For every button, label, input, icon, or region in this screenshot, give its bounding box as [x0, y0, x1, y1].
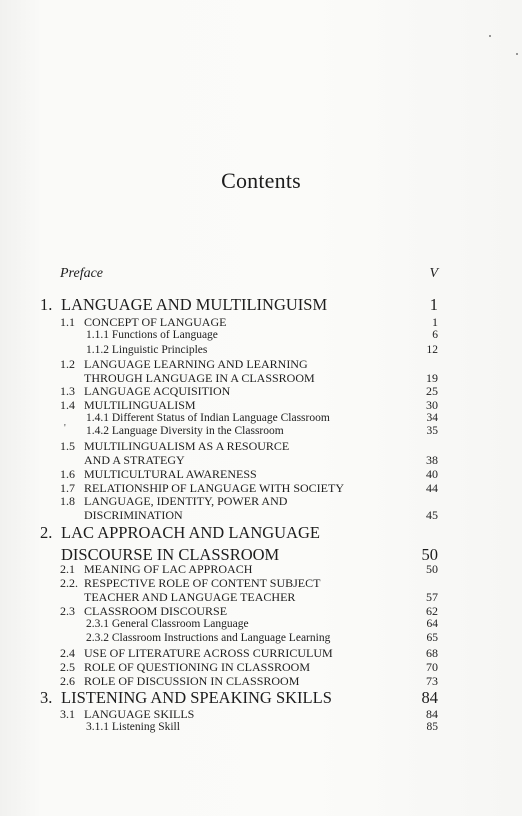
preface-label: Preface — [60, 266, 104, 281]
entry-page-number: 64 — [426, 618, 438, 630]
contents-heading: Contents — [221, 168, 301, 193]
entry-number: 1.2 — [60, 357, 75, 371]
entry-title: CLASSROOM DISCOURSE — [84, 604, 228, 618]
entry-page-number: 19 — [426, 371, 438, 385]
entry-number: 3. — [40, 688, 53, 707]
entry-number: 2.3 — [60, 604, 75, 618]
entry-title: RELATIONSHIP OF LANGUAGE WITH SOCIETY — [84, 481, 344, 495]
stray-mark: ' — [64, 423, 66, 434]
entry-page-number: 1 — [432, 315, 438, 329]
entry-page-number: 12 — [426, 344, 438, 356]
entry-page-number: 38 — [426, 453, 438, 467]
entry-page-number: 50 — [426, 562, 438, 576]
entry-page-number: 85 — [426, 721, 438, 733]
entry-number: 2.5 — [60, 660, 75, 674]
speck — [516, 53, 518, 55]
entry-number: 1.3 — [60, 384, 75, 398]
entry-number: 3.1 — [60, 707, 75, 721]
entry-title: 1.4.2 Language Diversity in the Classroom — [86, 425, 284, 437]
entry-number: 2. — [40, 523, 53, 542]
entry-number: 1. — [40, 295, 53, 314]
entry-title: 1.1.2 Linguistic Principles — [86, 344, 208, 356]
entry-page-number: 30 — [426, 398, 438, 412]
entry-title: LANGUAGE LEARNING AND LEARNING — [84, 357, 308, 371]
entry-page-number: 68 — [426, 646, 438, 660]
entry-number: 2.1 — [60, 562, 75, 576]
entry-page-number: 84 — [421, 688, 438, 707]
entry-title: MULTICULTURAL AWARENESS — [84, 467, 257, 481]
speck — [489, 35, 491, 37]
entry-number: 1.8 — [60, 494, 75, 508]
entry-page-number: 57 — [426, 590, 438, 604]
entry-title: DISCOURSE IN CLASSROOM — [61, 545, 280, 564]
entry-title: LANGUAGE AND MULTILINGUISM — [61, 295, 328, 314]
entry-page-number: 50 — [421, 545, 438, 564]
entry-page-number: 73 — [426, 674, 438, 688]
entry-number: 2.6 — [60, 674, 75, 688]
entry-page-number: 65 — [426, 632, 438, 644]
entry-number: 1.4 — [60, 398, 75, 412]
entry-title: THROUGH LANGUAGE IN A CLASSROOM — [84, 371, 315, 385]
entry-number: 2.4 — [60, 646, 75, 660]
entry-title: LANGUAGE, IDENTITY, POWER AND — [84, 494, 288, 508]
entry-title: LISTENING AND SPEAKING SKILLS — [61, 688, 332, 707]
entry-title: MULTILINGUALISM — [84, 398, 196, 412]
entry-title: 1.4.1 Different Status of Indian Language Classroom — [86, 412, 330, 424]
entry-number: 2.2. — [60, 576, 78, 590]
entry-title: 2.3.2 Classroom Instructions and Language Learning — [86, 632, 331, 644]
entry-page-number: 35 — [426, 425, 438, 437]
entry-title: LANGUAGE SKILLS — [84, 707, 195, 721]
entry-number: 1.5 — [60, 439, 75, 453]
entry-number: 1.1 — [60, 315, 75, 329]
entry-title: 3.1.1 Listening Skill — [86, 721, 180, 733]
entry-page-number: 62 — [426, 604, 438, 618]
entry-page-number: 25 — [426, 384, 438, 398]
entry-title: LANGUAGE ACQUISITION — [84, 384, 231, 398]
entry-page-number: 44 — [426, 481, 438, 495]
entry-title: ROLE OF DISCUSSION IN CLASSROOM — [84, 674, 300, 688]
entry-page-number: 6 — [432, 329, 438, 341]
entry-title: AND A STRATEGY — [84, 453, 185, 467]
entry-page-number: 1 — [429, 295, 438, 314]
entry-title: USE OF LITERATURE ACROSS CURRICULUM — [84, 646, 333, 660]
entry-number: 1.6 — [60, 467, 75, 481]
entry-title: MEANING OF LAC APPROACH — [84, 562, 253, 576]
entry-title: TEACHER AND LANGUAGE TEACHER — [84, 590, 296, 604]
entry-page-number: 70 — [426, 660, 438, 674]
entry-title: MULTILINGUALISM AS A RESOURCE — [84, 439, 290, 453]
entry-title: RESPECTIVE ROLE OF CONTENT SUBJECT — [84, 576, 321, 590]
entry-title: ROLE OF QUESTIONING IN CLASSROOM — [84, 660, 311, 674]
entry-page-number: 84 — [426, 707, 438, 721]
entry-title: CONCEPT OF LANGUAGE — [84, 315, 227, 329]
preface-page: V — [429, 266, 438, 281]
entry-number: 1.7 — [60, 481, 75, 495]
entry-page-number: 34 — [426, 412, 438, 424]
entry-page-number: 45 — [426, 508, 438, 522]
entry-title: LAC APPROACH AND LANGUAGE — [61, 523, 320, 542]
entry-title: 1.1.1 Functions of Language — [86, 329, 218, 341]
entry-title: DISCRIMINATION — [84, 508, 183, 522]
entry-page-number: 40 — [426, 467, 438, 481]
entry-title: 2.3.1 General Classroom Language — [86, 618, 249, 630]
